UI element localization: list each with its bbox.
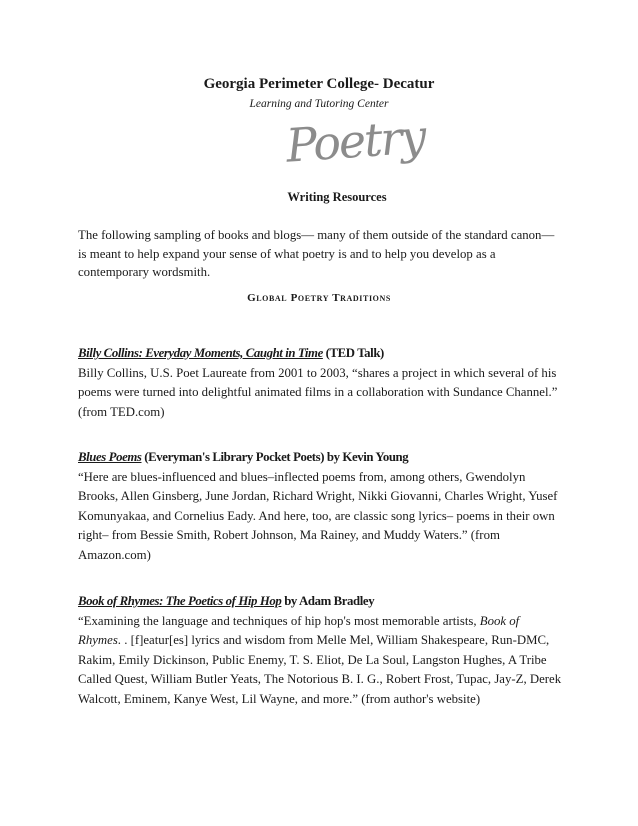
resource-entry bbox=[78, 344, 562, 422]
entry-title-link[interactable]: Billy Collins: Everyday Moments, Caught in Time bbox=[78, 346, 323, 360]
entry-description-part: . . [f]eatur[es] lyrics and wisdom from Melle Mel, William Shakespeare, Run-DMC, Rakim, Emily Dickinson, Public Enemy, T. S. Eliot, De La Soul, Langston Hughes, A Tribe Called Quest, William Butler Yeats, The Notorious B. I. G., Robert Frost, Tupac, Jay-Z, Derek Walcott, Eminem, Kanye West, Lil Wayne, and more.” (from author's website) bbox=[78, 633, 562, 706]
college-name: Georgia Perimeter College- Decatur bbox=[203, 76, 435, 92]
entry-title bbox=[78, 344, 562, 364]
poetry-logo-text: Poetry bbox=[284, 109, 427, 173]
entry-description-book-title: Book of Rhymes bbox=[78, 613, 520, 647]
entry-description: Billy Collins, U.S. Poet Laureate from 2001 to 2003, “shares a project in which several of his poems were turned into delightful animated films in a collaboration with Sundance Channel.” (from TED.com) bbox=[78, 365, 558, 419]
resource-entry bbox=[78, 448, 562, 565]
entry-description: “Here are blues-influenced and blues–inflected poems from, among others, Gwendolyn Brooks, Allen Ginsberg, June Jordan, Richard Wright, Nikki Giovanni, Charles Wright, Yusef Komunyakaa, and Cornelius Eady. And here, too, are classic song lyrics– poems in their own right– from Bessie Smith, Robert Johnson, Ma Rainey, and Muddy Waters.” (from Amazon.com) bbox=[78, 469, 558, 562]
entry-title-suffix: (Everyman's Library Pocket Poets) by Kevin Young bbox=[141, 450, 409, 464]
entry-description bbox=[78, 612, 562, 710]
resources-heading: Writing Resources bbox=[287, 190, 387, 204]
entry-title-link[interactable]: Book of Rhymes: The Poetics of Hip Hop bbox=[78, 594, 282, 608]
entry-title-link[interactable]: Blues Poems bbox=[78, 450, 142, 464]
entry-description-part: “Examining the language and techniques of hip hop's most memorable artists, bbox=[78, 613, 480, 628]
poetry-logo bbox=[284, 109, 427, 178]
center-name: Learning and Tutoring Center bbox=[249, 98, 389, 110]
entry-title bbox=[78, 448, 562, 468]
entry-title-suffix: (TED Talk) bbox=[322, 346, 384, 360]
resource-entry bbox=[78, 592, 562, 709]
entry-title-suffix: by Adam Bradley bbox=[281, 594, 375, 608]
intro-paragraph: The following sampling of books and blogs— many of them outside of the standard canon— is meant to help expand your sense of what poetry is and to help you develop as a contemporary wordsmith. bbox=[78, 228, 555, 279]
section-title: Global Poetry Traditions bbox=[247, 292, 391, 304]
entry-title bbox=[78, 592, 562, 612]
